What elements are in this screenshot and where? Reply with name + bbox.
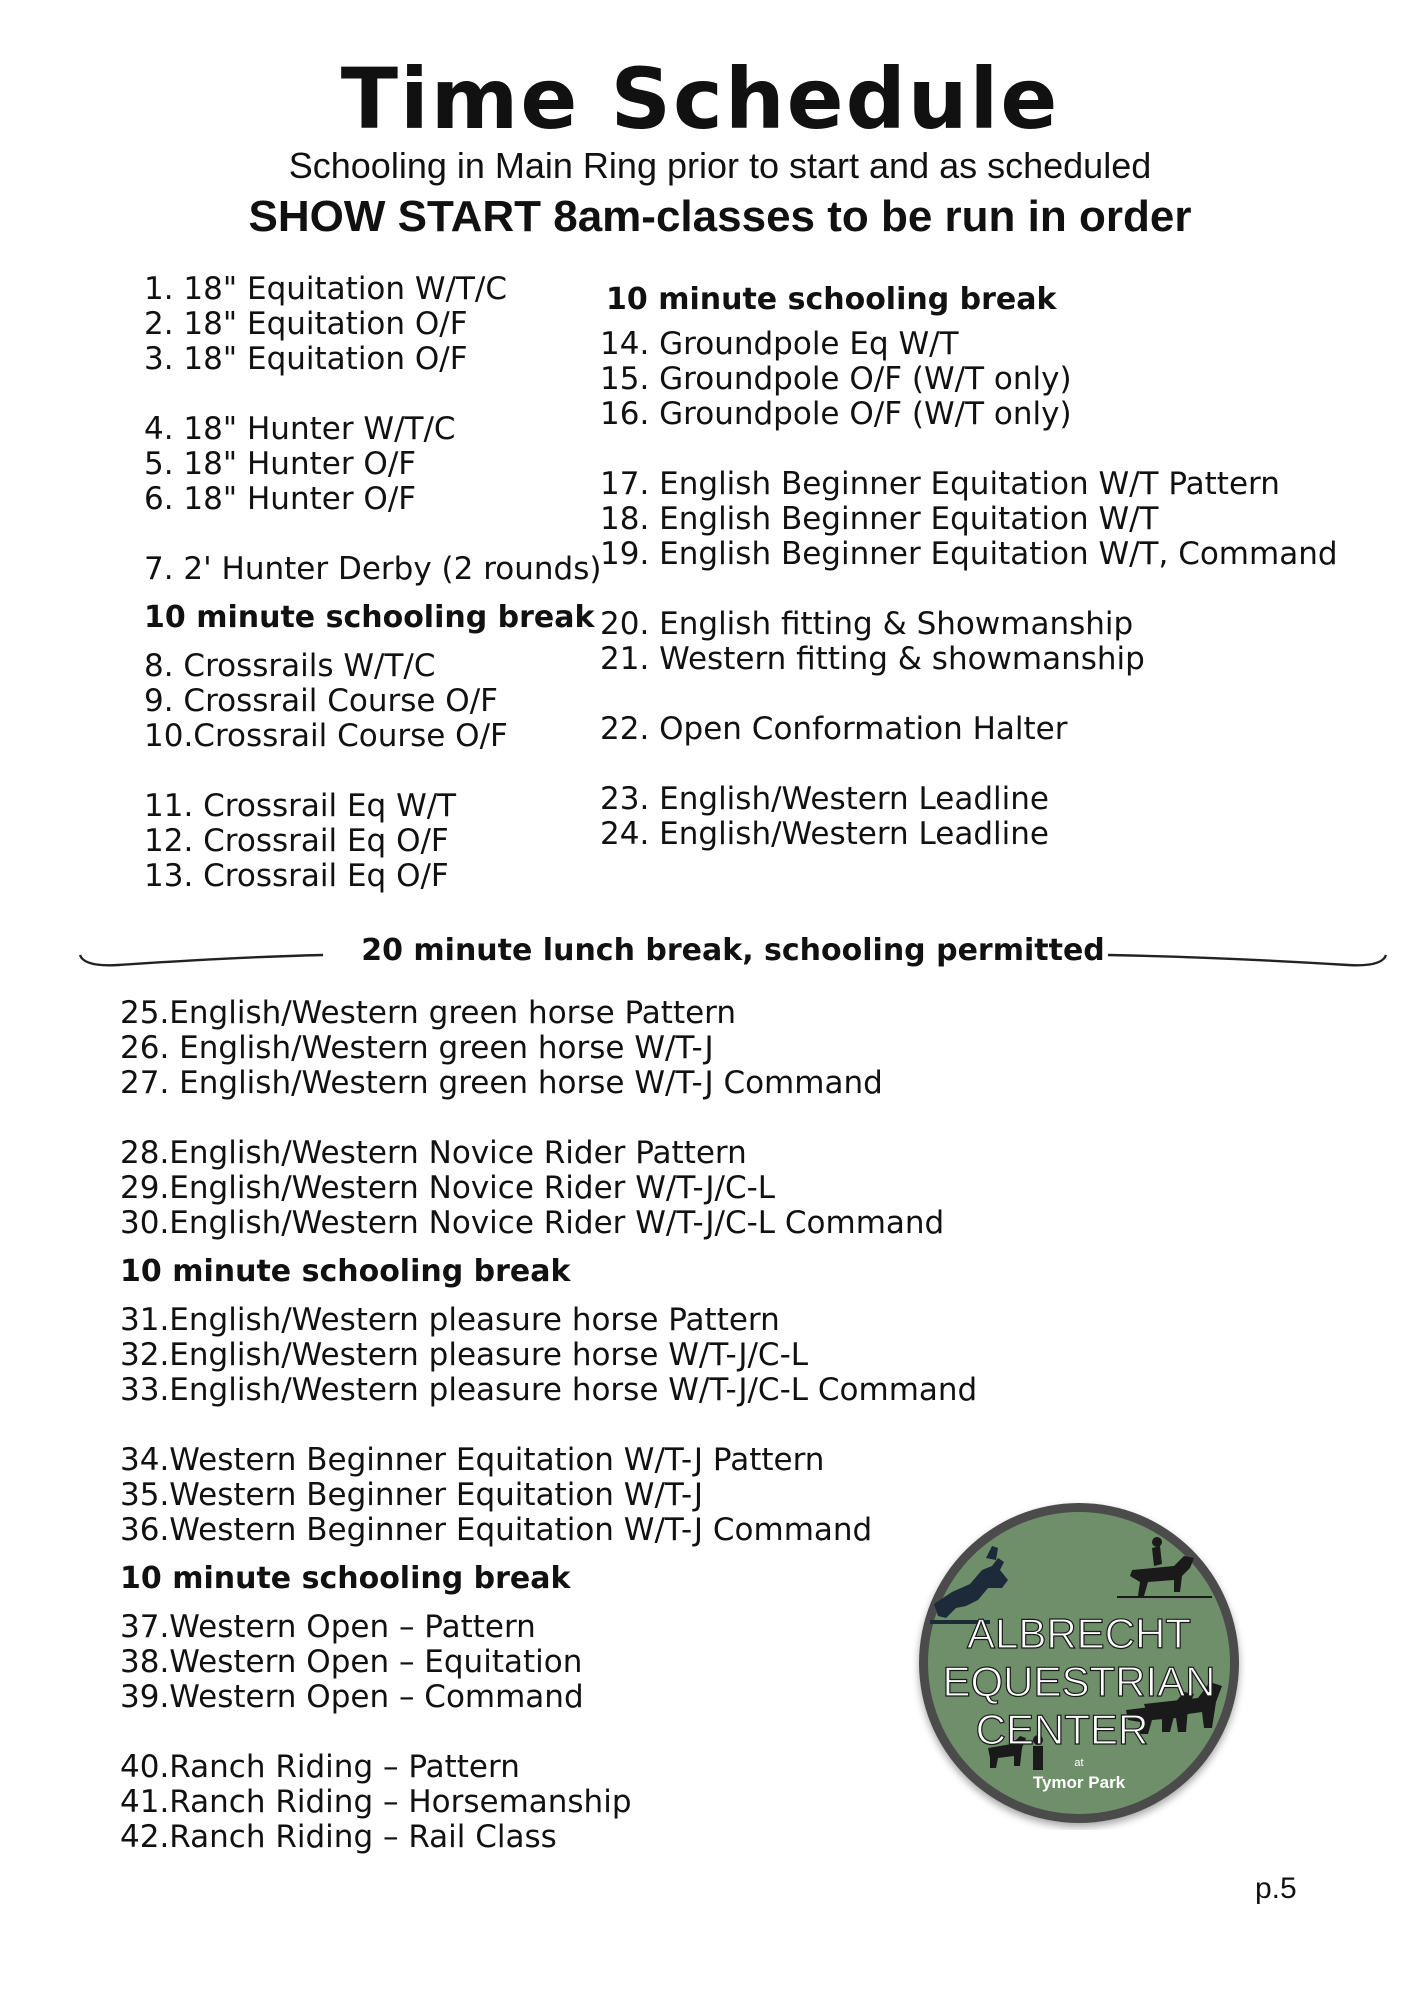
class-item: 30.English/Western Novice Rider W/T-J/C-L Command [120, 1205, 945, 1241]
class-item: 25.English/Western green horse Pattern [120, 995, 737, 1031]
class-item: 27. English/Western green horse W/T-J Command [120, 1065, 883, 1101]
class-item: 3. 18" Equitation O/F [144, 341, 468, 377]
class-item: 33.English/Western pleasure horse W/T-J/C-L Command [120, 1372, 978, 1408]
class-item: 9. Crossrail Course O/F [144, 683, 498, 719]
class-item: 20. English fitting & Showmanship [600, 606, 1134, 642]
class-item: 37.Western Open – Pattern [120, 1609, 536, 1645]
class-item: 26. English/Western green horse W/T-J [120, 1030, 714, 1066]
class-item: 17. English Beginner Equitation W/T Pattern [600, 466, 1280, 502]
logo-line-3: CENTER [975, 1706, 1149, 1753]
logo-place: Tymor Park [1032, 1773, 1126, 1792]
class-item: 12. Crossrail Eq O/F [144, 823, 449, 859]
schooling-break-label: 10 minute schooling break [144, 600, 595, 635]
bottom-class-column [120, 996, 977, 1855]
right-class-column [600, 282, 1338, 852]
class-item: 16. Groundpole O/F (W/T only) [600, 396, 1072, 432]
class-item: 32.English/Western pleasure horse W/T-J/C-L [120, 1337, 809, 1373]
class-item: 34.Western Beginner Equitation W/T-J Pattern [120, 1442, 825, 1478]
class-item: 40.Ranch Riding – Pattern [120, 1749, 520, 1785]
class-item: 31.English/Western pleasure horse Pattern [120, 1302, 780, 1338]
class-item: 39.Western Open – Command [120, 1679, 584, 1715]
schooling-break-label: 10 minute schooling break [606, 282, 1057, 317]
class-item: 28.English/Western Novice Rider Pattern [120, 1135, 747, 1171]
class-item: 13. Crossrail Eq O/F [144, 858, 449, 894]
class-item: 35.Western Beginner Equitation W/T-J [120, 1477, 704, 1513]
class-item: 15. Groundpole O/F (W/T only) [600, 361, 1072, 397]
show-start-heading: SHOW START 8am-classes to be run in order [248, 192, 1192, 241]
class-item: 41.Ranch Riding – Horsemanship [120, 1784, 632, 1820]
class-item: 21. Western fitting & showmanship [600, 641, 1145, 677]
lunch-break-divider [78, 925, 1388, 985]
class-item: 2. 18" Equitation O/F [144, 306, 468, 342]
albrecht-equestrian-logo [912, 1496, 1246, 1830]
class-item: 5. 18" Hunter O/F [144, 446, 417, 482]
class-item: 36.Western Beginner Equitation W/T-J Command [120, 1512, 873, 1548]
left-class-column [144, 272, 601, 894]
class-item: 42.Ranch Riding – Rail Class [120, 1819, 557, 1855]
class-item: 8. Crossrails W/T/C [144, 648, 436, 684]
class-item: 7. 2' Hunter Derby (2 rounds) [144, 551, 602, 587]
logo-line-1: ALBRECHT [966, 1610, 1192, 1657]
class-item: 22. Open Conformation Halter [600, 711, 1068, 747]
class-item: 18. English Beginner Equitation W/T [600, 501, 1159, 537]
class-item: 29.English/Western Novice Rider W/T-J/C-L [120, 1170, 776, 1206]
page-title: Time Schedule [340, 50, 1060, 148]
logo-at: at [1074, 1757, 1084, 1769]
page-number: p.5 [1255, 1872, 1297, 1905]
schooling-break-label: 10 minute schooling break [120, 1561, 571, 1596]
class-item: 4. 18" Hunter W/T/C [144, 411, 456, 447]
class-item: 24. English/Western Leadline [600, 816, 1049, 852]
subtitle: Schooling in Main Ring prior to start and as scheduled [288, 145, 1152, 186]
class-item: 14. Groundpole Eq W/T [600, 326, 959, 362]
class-item: 11. Crossrail Eq W/T [144, 788, 457, 824]
class-item: 6. 18" Hunter O/F [144, 481, 417, 517]
lunch-break-label: 20 minute lunch break, schooling permitted [361, 933, 1105, 968]
schooling-break-label: 10 minute schooling break [120, 1254, 571, 1289]
class-item: 23. English/Western Leadline [600, 781, 1049, 817]
logo-line-2: EQUESTRIAN [942, 1658, 1216, 1705]
class-item: 38.Western Open – Equitation [120, 1644, 583, 1680]
class-item: 1. 18" Equitation W/T/C [144, 271, 508, 307]
class-item: 19. English Beginner Equitation W/T, Command [600, 536, 1338, 572]
class-item: 10.Crossrail Course O/F [144, 718, 508, 754]
